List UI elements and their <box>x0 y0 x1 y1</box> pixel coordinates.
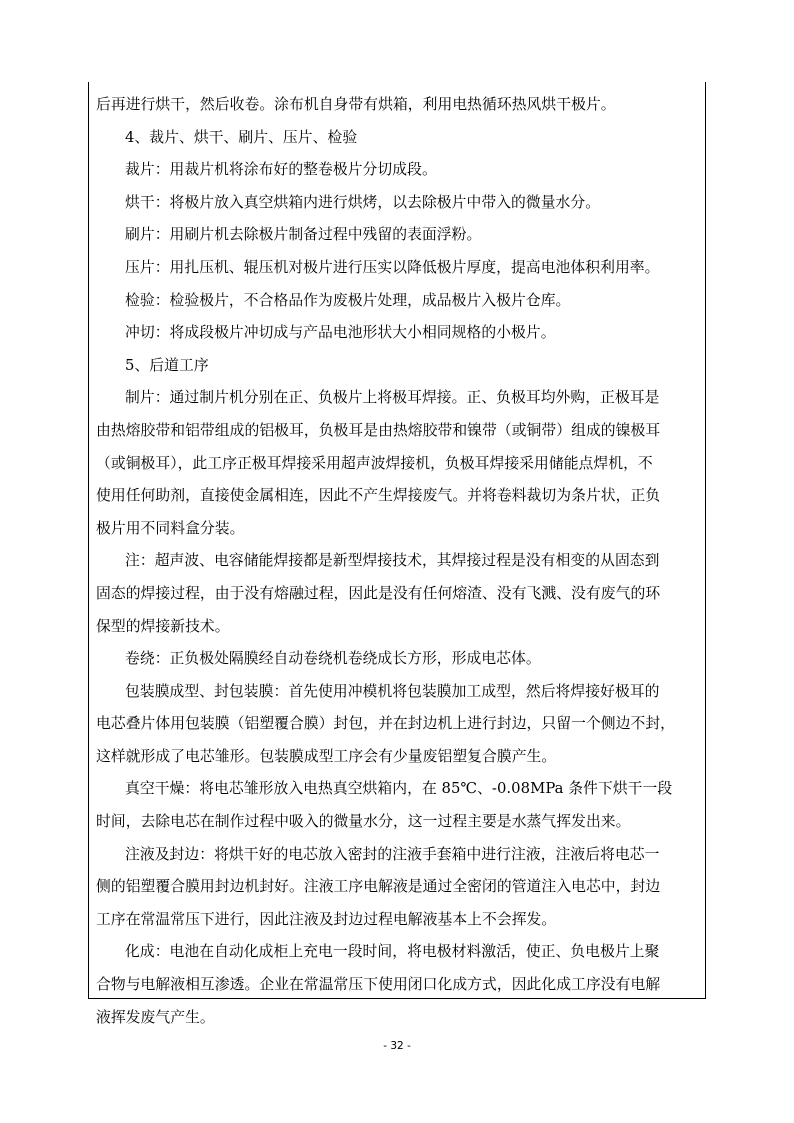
text-line: 这样就形成了电芯雏形。包装膜成型工序会有少量废铝塑复合膜产生。 <box>96 747 557 765</box>
document-body <box>96 89 700 1034</box>
text-line: 烘干：将极片放入真空烘箱内进行烘烤，以去除极片中带入的微量水分。 <box>125 193 601 211</box>
text-line: 裁片：用裁片机将涂布好的整卷极片分切成段。 <box>125 161 437 179</box>
text-line: 固态的焊接过程，由于没有熔融过程，因此是没有任何熔渣、没有飞溅、没有废气的环 <box>96 584 661 602</box>
text-line: 保型的焊接新技术。 <box>96 617 230 635</box>
text-line: 由热熔胶带和铝带组成的铝极耳，负极耳是由热熔胶带和镍带（或铜带）组成的镍极耳 <box>96 421 661 439</box>
text-line: 液挥发废气产生。 <box>96 1008 215 1026</box>
text-line: 注：超声波、电容储能焊接都是新型焊接技术，其焊接过程是没有相变的从固态到 <box>125 552 660 570</box>
text-line: 压片：用扎压机、辊压机对极片进行压实以降低极片厚度，提高电池体积利用率。 <box>125 258 660 276</box>
text-line: 工序在常温常压下进行，因此注液及封边过程电解液基本上不会挥发。 <box>96 910 557 928</box>
text-line: 检验：检验极片，不合格品作为废极片处理，成品极片入极片仓库。 <box>125 291 571 309</box>
text-line: 注液及封边：将烘干好的电芯放入密封的注液手套箱中进行注液，注液后将电芯一 <box>125 845 660 863</box>
text-line: 5、后道工序 <box>125 356 209 374</box>
text-line: 包装膜成型、封包装膜：首先使用冲模机将包装膜加工成型，然后将焊接好极耳的 <box>125 682 660 700</box>
text-line: 合物与电解液相互渗透。企业在常温常压下使用闭口化成方式，因此化成工序没有电解 <box>96 976 661 994</box>
text-line: 冲切：将成段极片冲切成与产品电池形状大小相同规格的小极片。 <box>125 324 556 342</box>
text-line: 真空干燥：将电芯雏形放入电热真空烘箱内，在 85℃、-0.08MPa 条件下烘干一段 <box>125 780 673 798</box>
text-line: 电芯叠片体用包装膜（铝塑覆合膜）封包，并在封边机上进行封边，只留一个侧边不封， <box>96 715 676 733</box>
text-line: 时间，去除电芯在制作过程中吸入的微量水分，这一过程主要是水蒸气挥发出来。 <box>96 813 631 831</box>
text-line: 卷绕：正负极处隔膜经自动卷绕机卷绕成长方形，形成电芯体。 <box>125 650 541 668</box>
text-line: 化成：电池在自动化成柜上充电一段时间，将电极材料激活，使正、负电极片上聚 <box>125 943 660 961</box>
text-line: 极片用不同料盒分装。 <box>96 519 245 537</box>
text-line: 制片：通过制片机分别在正、负极片上将极耳焊接。正、负极耳均外购，正极耳是 <box>125 389 660 407</box>
text-line: 侧的铝塑覆合膜用封边机封好。注液工序电解液是通过全密闭的管道注入电芯中，封边 <box>96 878 661 896</box>
text-line: （或铜极耳），此工序正极耳焊接采用超声波焊接机，负极耳焊接采用储能点焊机，不 <box>96 454 653 472</box>
text-line: 4、裁片、烘干、刷片、压片、检验 <box>125 128 358 146</box>
page-number: - 32 - <box>383 1040 411 1052</box>
text-line: 后再进行烘干，然后收卷。涂布机自身带有烘箱，利用电热循环热风烘干极片。 <box>96 96 616 113</box>
text-line: 使用任何助剂，直接使金属相连，因此不产生焊接废气。并将卷料裁切为条片状，正负 <box>96 487 661 505</box>
text-line: 刷片：用刷片机去除极片制备过程中残留的表面浮粉。 <box>125 226 482 244</box>
